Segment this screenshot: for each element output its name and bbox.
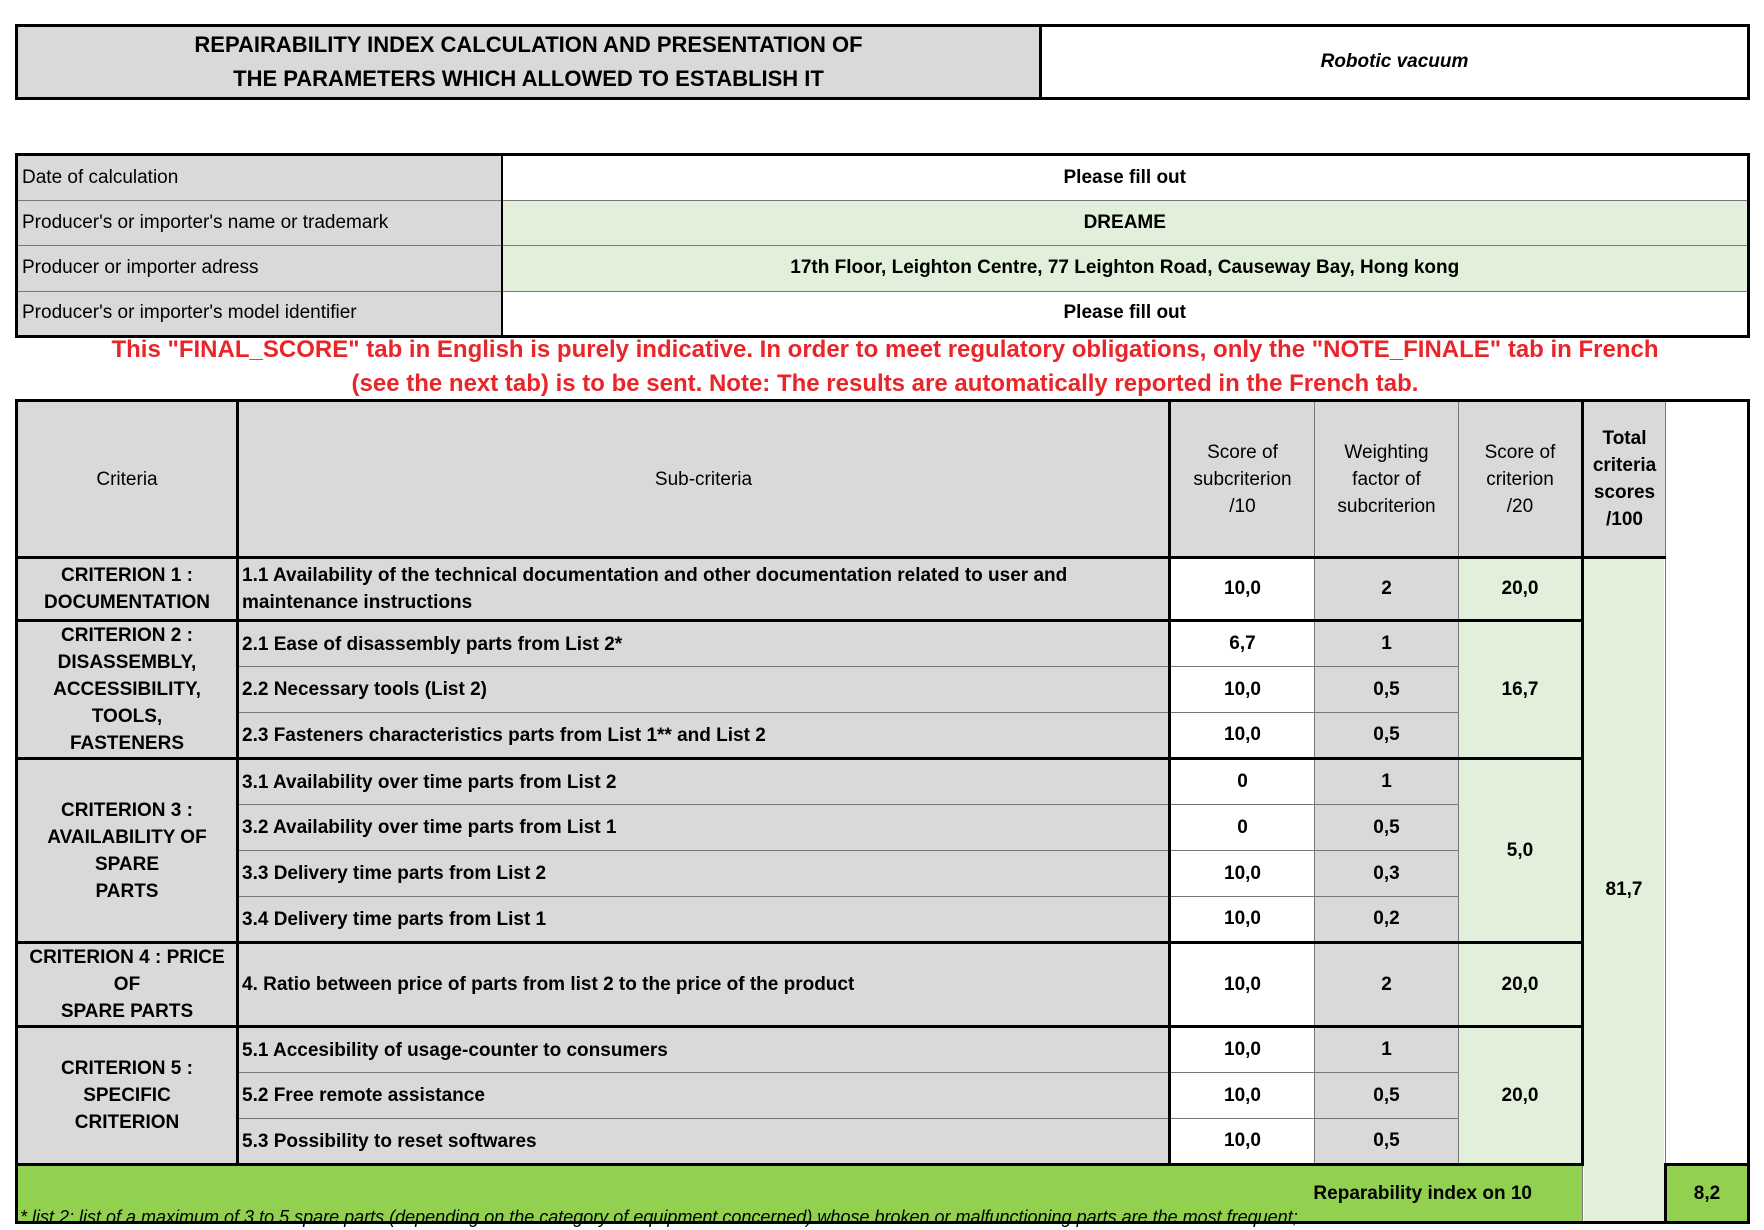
sub-weight[interactable]: 2 [1315,558,1459,621]
info-label: Date of calculation [17,155,502,201]
sub-score[interactable]: 10,0 [1170,1027,1315,1073]
sub-criterion-3-3[interactable]: 3.3 Delivery time parts from List 2 [238,851,1170,897]
header-text: Score of [1484,441,1556,463]
date-field[interactable]: Please fill out [502,155,1749,201]
header-text: /10 [1229,495,1256,517]
criterion-1-name[interactable] [17,558,238,621]
sub-score[interactable]: 0 [1170,805,1315,851]
page-title[interactable] [17,26,1041,99]
header-sub-criteria[interactable]: Sub-criteria [238,401,1170,558]
sub-criterion-5-1[interactable]: 5.1 Accesibility of usage-counter to consumers [238,1027,1170,1073]
info-row-name [17,200,1749,246]
info-row-model [17,291,1749,337]
sub-criterion-1-1[interactable] [238,558,1170,621]
header-score-sub[interactable] [1170,401,1315,558]
criterion-text: FASTENERS [69,733,185,754]
criterion-text: CRITERION 3 : [61,799,193,821]
sub-weight[interactable]: 0,5 [1315,713,1459,759]
sub-weight[interactable]: 0,5 [1315,805,1459,851]
sub-score[interactable]: 10,0 [1170,1119,1315,1165]
header-criteria[interactable]: Criteria [17,401,238,558]
sub-score[interactable]: 10,0 [1170,1073,1315,1119]
header-text: subcriterion [1337,495,1436,517]
title-line-2: THE PARAMETERS WHICH ALLOWED TO ESTABLISH IT [233,66,824,91]
criterion-text: SPARE PARTS [60,1001,194,1022]
header-text: criterion [1486,468,1554,490]
sub-score[interactable]: 0 [1170,759,1315,805]
sub-score[interactable]: 10,0 [1170,851,1315,897]
criterion-score[interactable]: 20,0 [1459,943,1583,1027]
sub-text: maintenance instructions [242,592,473,613]
sub-criterion-2-2[interactable]: 2.2 Necessary tools (List 2) [238,667,1170,713]
info-label: Producer's or importer's model identifier [17,291,502,337]
table-row [17,558,1749,621]
criterion-score[interactable]: 20,0 [1459,1027,1583,1165]
sub-text: 1.1 Availability of the technical documentation and other documentation related to user and [242,565,1068,586]
criterion-5-name[interactable] [17,1027,238,1165]
sub-weight[interactable]: 1 [1315,759,1459,805]
info-row-date [17,155,1749,201]
notice-text [60,333,1710,401]
criterion-text: AVAILABILITY OF SPARE [47,826,207,875]
sub-score[interactable]: 10,0 [1170,713,1315,759]
header-total[interactable] [1583,401,1666,558]
header-text: Weighting [1344,441,1429,463]
product-category[interactable]: Robotic vacuum [1320,51,1469,72]
criterion-text: CRITERION [74,1112,180,1133]
sub-weight[interactable]: 0,5 [1315,667,1459,713]
criterion-3-name[interactable] [17,759,238,943]
sub-weight[interactable]: 1 [1315,1027,1459,1073]
criterion-text: CRITERION 5 : SPECIFIC [61,1058,193,1106]
sub-criterion-2-1[interactable]: 2.1 Ease of disassembly parts from List 2* [238,621,1170,667]
criterion-text: DISASSEMBLY, [57,652,197,673]
header-weight[interactable] [1315,401,1459,558]
notice-line-2: (see the next tab) is to be sent. Note: The results are automatically reported in the French tab. [351,370,1419,397]
criterion-text: CRITERION 4 : PRICE OF [29,947,225,995]
sub-criterion-5-2[interactable]: 5.2 Free remote assistance [238,1073,1170,1119]
header-text: /100 [1606,509,1643,530]
info-row-address [17,246,1749,292]
header-table [15,24,1750,100]
header-row [17,401,1749,558]
table-row [17,1027,1749,1073]
info-label: Producer's or importer's name or trademark [17,200,502,246]
sub-criterion-2-3[interactable]: 2.3 Fasteners characteristics parts from List 1** and List 2 [238,713,1170,759]
criterion-text: ACCESSIBILITY, TOOLS, [53,679,201,727]
header-text: /20 [1506,495,1534,517]
criterion-4-name[interactable] [17,943,238,1027]
sub-criterion-4[interactable]: 4. Ratio between price of parts from list 2 to the price of the product [238,943,1170,1027]
sub-criterion-3-2[interactable]: 3.2 Availability over time parts from List 1 [238,805,1170,851]
producer-info-table [15,153,1750,338]
trademark-field[interactable]: DREAME [502,200,1749,246]
sub-weight[interactable]: 0,2 [1315,897,1459,943]
header-text: Total criteria [1592,428,1657,476]
criterion-score[interactable]: 16,7 [1459,621,1583,759]
footnote: * list 2: list of a maximum of 3 to 5 spare parts (depending on the category of equipment concerned) whose broken or malfunctioning parts are the most frequent; [20,1207,1298,1227]
sub-weight[interactable]: 0,5 [1315,1073,1459,1119]
criterion-text: CRITERION 2 : [61,625,193,646]
header-text: scores [1593,482,1656,503]
sub-score[interactable]: 10,0 [1170,667,1315,713]
sub-score[interactable]: 6,7 [1170,621,1315,667]
info-label: Producer or importer adress [17,246,502,292]
table-row [17,759,1749,805]
sub-score[interactable]: 10,0 [1170,943,1315,1027]
header-text: subcriterion [1193,468,1292,490]
sub-criterion-3-4[interactable]: 3.4 Delivery time parts from List 1 [238,897,1170,943]
reparability-index-label[interactable]: Reparability index on 10 [17,1165,1583,1223]
criterion-score[interactable]: 5,0 [1459,759,1583,943]
model-field[interactable]: Please fill out [1063,302,1186,324]
criterion-score[interactable]: 20,0 [1459,558,1583,621]
notice-line-1: This "FINAL_SCORE" tab in English is purely indicative. In order to meet regulatory obligations, only the "NOTE_FINALE" tab in French [111,336,1659,363]
header-text: Score of [1207,441,1278,463]
scores-table [15,399,1750,1224]
header-text: factor of [1352,468,1421,490]
criterion-text: DOCUMENTATION [43,592,211,613]
sub-criterion-5-3[interactable]: 5.3 Possibility to reset softwares [238,1119,1170,1165]
sub-score[interactable]: 10,0 [1170,558,1315,621]
title-line-1: REPAIRABILITY INDEX CALCULATION AND PRESENTATION OF [194,32,863,57]
sub-weight[interactable]: 0,5 [1315,1119,1459,1165]
criterion-2-name[interactable] [17,621,238,759]
address-field[interactable]: 17th Floor, Leighton Centre, 77 Leighton Road, Causeway Bay, Hong kong [502,246,1749,292]
sub-weight[interactable]: 2 [1315,943,1459,1027]
sub-score[interactable]: 10,0 [1170,897,1315,943]
sub-weight[interactable]: 0,3 [1315,851,1459,897]
total-criteria-score[interactable]: 81,7 [1583,558,1666,1223]
header-score-crit[interactable] [1459,401,1583,558]
sub-criterion-3-1[interactable]: 3.1 Availability over time parts from List 2 [238,759,1170,805]
table-row [17,943,1749,1027]
reparability-index-value[interactable]: 8,2 [1666,1165,1749,1223]
sub-weight[interactable]: 1 [1315,621,1459,667]
criterion-text: CRITERION 1 : [61,565,193,586]
table-row [17,621,1749,667]
criterion-text: PARTS [95,880,159,902]
